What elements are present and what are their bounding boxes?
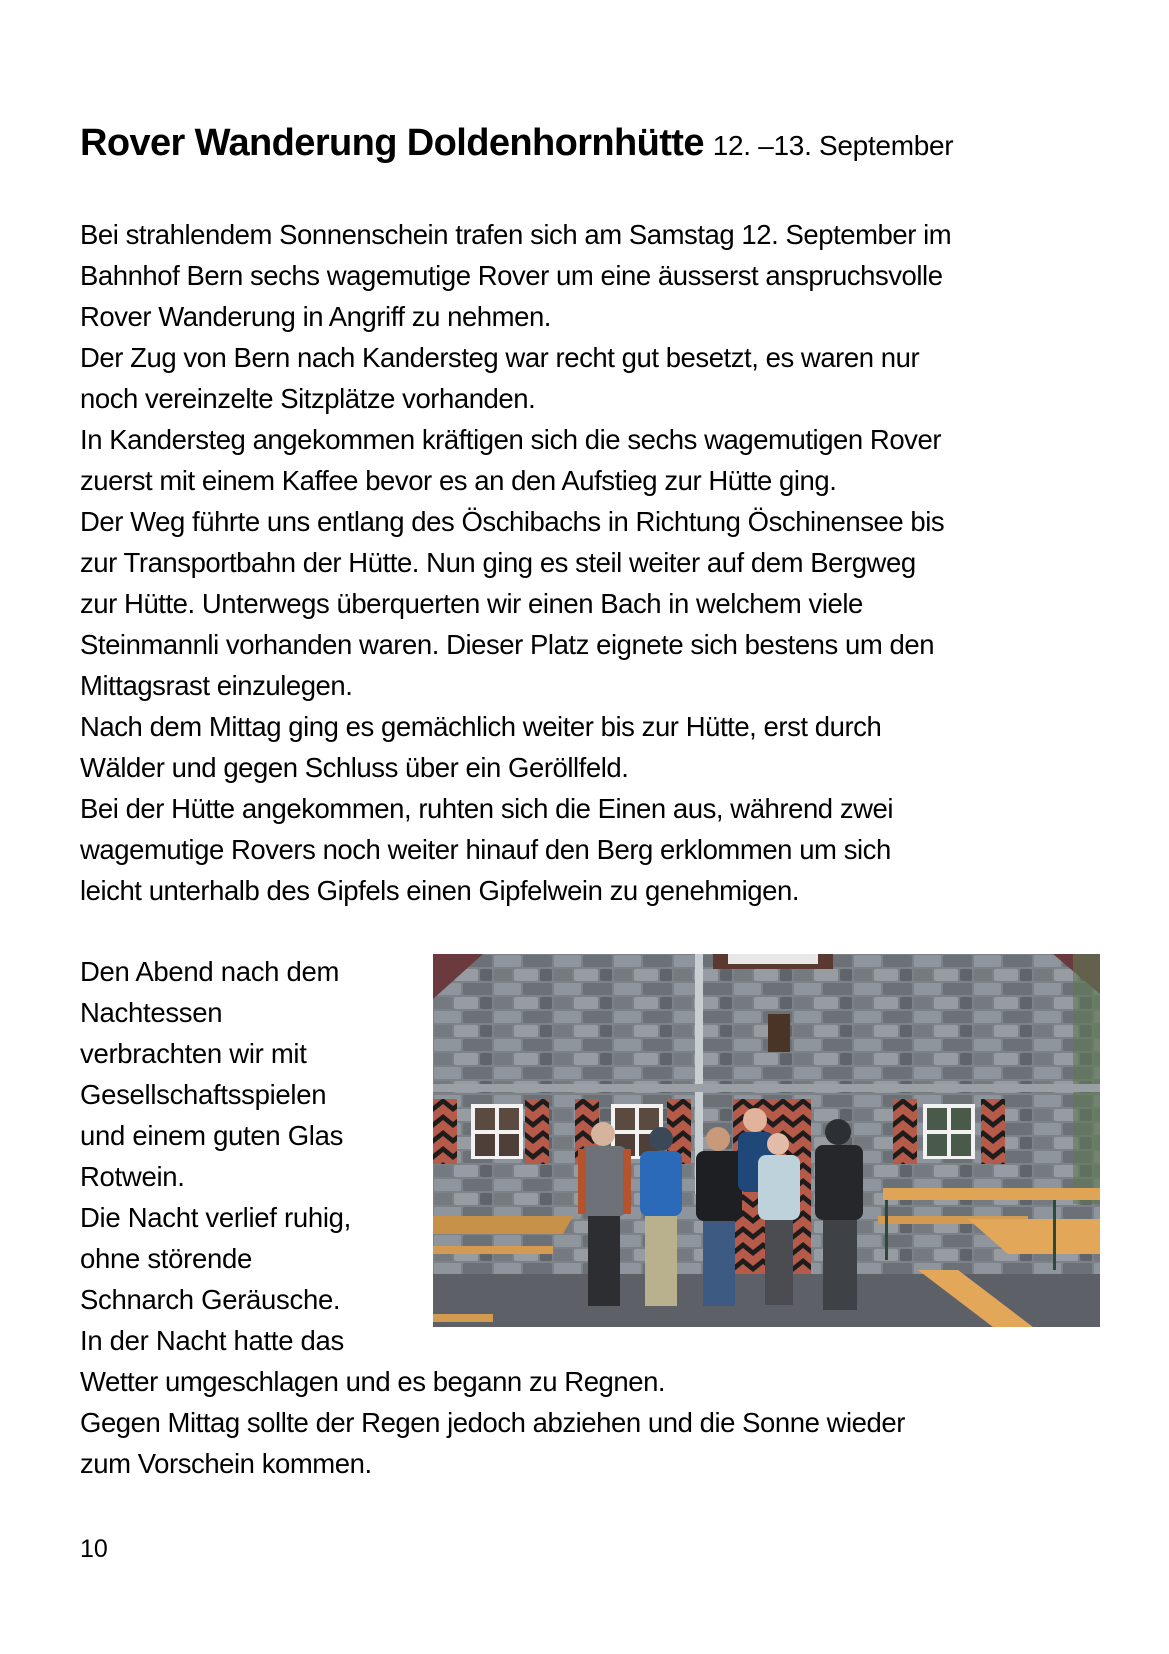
text-line: zur Hütte. Unterwegs überquerten wir einen Bach in welchem viele <box>80 588 863 619</box>
text-line: zur Transportbahn der Hütte. Nun ging es steil weiter auf dem Bergweg <box>80 547 916 578</box>
group-photo <box>433 954 1100 1327</box>
page-number: 10 <box>80 1535 108 1563</box>
text-line: Rover Wanderung in Angriff zu nehmen. <box>80 301 551 332</box>
text-line: wagemutige Rovers noch weiter hinauf den Berg erklommen um sich <box>80 834 891 865</box>
text-line: Bahnhof Bern sechs wagemutige Rover um eine äusserst anspruchsvolle <box>80 260 943 291</box>
text-line: Nach dem Mittag ging es gemächlich weiter bis zur Hütte, erst durch <box>80 711 882 742</box>
hut-photo-illustration <box>433 954 1100 1327</box>
text-line: Nachtessen <box>80 997 223 1028</box>
text-line: Rotwein. <box>80 1161 185 1192</box>
title-date: 12. –13. September <box>712 130 954 161</box>
text-line: Bei der Hütte angekommen, ruhten sich die Einen aus, während zwei <box>80 793 894 824</box>
text-line: leicht unterhalb des Gipfels einen Gipfelwein zu genehmigen. <box>80 875 800 906</box>
text-line: Steinmannli vorhanden waren. Dieser Platz eignete sich bestens um den <box>80 629 935 660</box>
text-line: verbrachten wir mit <box>80 1038 307 1069</box>
text-line: noch vereinzelte Sitzplätze vorhanden. <box>80 383 536 414</box>
text-line: Gesellschaftsspielen <box>80 1079 327 1110</box>
article-title <box>80 122 953 165</box>
text-line: In der Nacht hatte das <box>80 1325 344 1356</box>
body-text-bottom <box>80 1361 1090 1484</box>
text-line: Die Nacht verlief ruhig, <box>80 1202 351 1233</box>
text-line: Der Zug von Bern nach Kandersteg war recht gut besetzt, es waren nur <box>80 342 920 373</box>
text-line: Gegen Mittag sollte der Regen jedoch abziehen und die Sonne wieder <box>80 1407 905 1438</box>
body-text-top <box>80 214 1090 911</box>
text-line: Wälder und gegen Schluss über ein Geröllfeld. <box>80 752 629 783</box>
title-main: Rover Wanderung Doldenhornhütte <box>80 122 704 164</box>
body-text-side <box>80 951 420 1361</box>
text-line: Bei strahlendem Sonnenschein trafen sich am Samstag 12. September im <box>80 219 952 250</box>
text-line: zuerst mit einem Kaffee bevor es an den Aufstieg zur Hütte ging. <box>80 465 837 496</box>
text-line: Schnarch Geräusche. <box>80 1284 341 1315</box>
text-line: In Kandersteg angekommen kräftigen sich die sechs wagemutigen Rover <box>80 424 942 455</box>
text-line: Mittagsrast einzulegen. <box>80 670 353 701</box>
text-line: Den Abend nach dem <box>80 956 340 987</box>
text-line: Der Weg führte uns entlang des Öschibachs in Richtung Öschinensee bis <box>80 506 945 537</box>
text-line: und einem guten Glas <box>80 1120 344 1151</box>
text-line: zum Vorschein kommen. <box>80 1448 372 1479</box>
text-line: ohne störende <box>80 1243 252 1274</box>
text-line: Wetter umgeschlagen und es begann zu Regnen. <box>80 1366 666 1397</box>
